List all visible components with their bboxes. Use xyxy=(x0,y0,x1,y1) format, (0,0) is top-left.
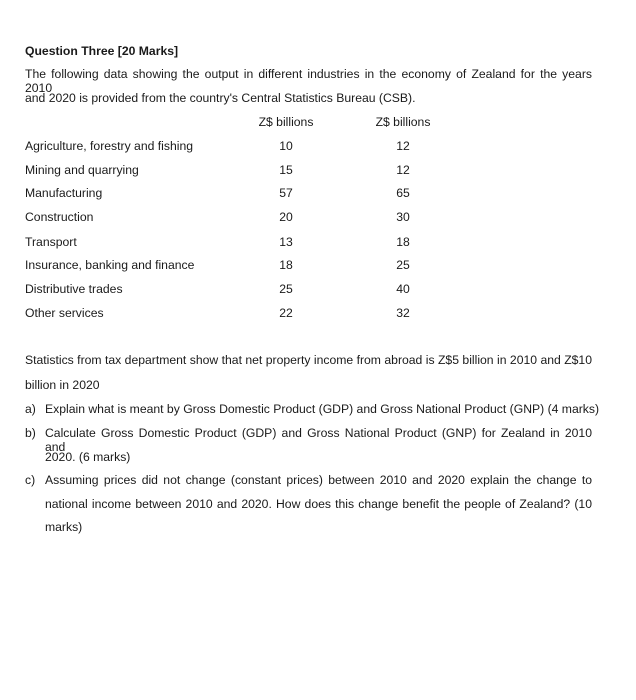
question-title: Question Three [20 Marks] xyxy=(25,44,179,58)
value-2010: 57 xyxy=(279,186,293,200)
statistics-line-2: billion in 2020 xyxy=(25,378,100,392)
column-header-2010: Z$ billions xyxy=(258,115,314,129)
part-text: Explain what is meant by Gross Domestic Product (GDP) and Gross National Product (GNP) (4 marks) xyxy=(45,402,600,416)
value-2020: 40 xyxy=(396,282,410,296)
value-2010: 10 xyxy=(279,139,293,153)
value-2020: 65 xyxy=(396,186,410,200)
value-2010: 20 xyxy=(279,210,293,224)
part-marker: b) xyxy=(25,426,36,440)
part-marker: c) xyxy=(25,473,36,487)
value-2010: 18 xyxy=(279,258,293,272)
part-text: marks) xyxy=(45,520,83,534)
value-2020: 18 xyxy=(396,235,410,249)
value-2020: 12 xyxy=(396,163,410,177)
industry-label: Transport xyxy=(25,235,77,249)
industry-label: Other services xyxy=(25,306,104,320)
column-header-2020: Z$ billions xyxy=(375,115,431,129)
industry-label: Mining and quarrying xyxy=(25,163,139,177)
value-2020: 25 xyxy=(396,258,410,272)
industry-label: Agriculture, forestry and fishing xyxy=(25,139,193,153)
part-text: Calculate Gross Domestic Product (GDP) and Gross National Product (GNP) for Zealand in 2010 and xyxy=(45,426,592,454)
part-marker: a) xyxy=(25,402,36,416)
intro-line-1: The following data showing the output in different industries in the economy of Zealand for the years 2010 xyxy=(25,67,592,95)
value-2010: 22 xyxy=(279,306,293,320)
industry-label: Insurance, banking and finance xyxy=(25,258,195,272)
part-text: national income between 2010 and 2020. How does this change benefit the people of Zealand? (10 xyxy=(45,497,592,511)
value-2020: 30 xyxy=(396,210,410,224)
value-2010: 13 xyxy=(279,235,293,249)
industry-label: Distributive trades xyxy=(25,282,123,296)
part-text: Assuming prices did not change (constant prices) between 2010 and 2020 explain the change to xyxy=(45,473,592,487)
intro-line-2: and 2020 is provided from the country's Central Statistics Bureau (CSB). xyxy=(25,91,416,105)
value-2020: 32 xyxy=(396,306,410,320)
value-2010: 25 xyxy=(279,282,293,296)
part-text: 2020. (6 marks) xyxy=(45,450,131,464)
industry-label: Construction xyxy=(25,210,94,224)
value-2010: 15 xyxy=(279,163,293,177)
industry-label: Manufacturing xyxy=(25,186,103,200)
statistics-line-1: Statistics from tax department show that net property income from abroad is Z$5 billion in 2010 and Z$10 xyxy=(25,353,592,367)
value-2020: 12 xyxy=(396,139,410,153)
